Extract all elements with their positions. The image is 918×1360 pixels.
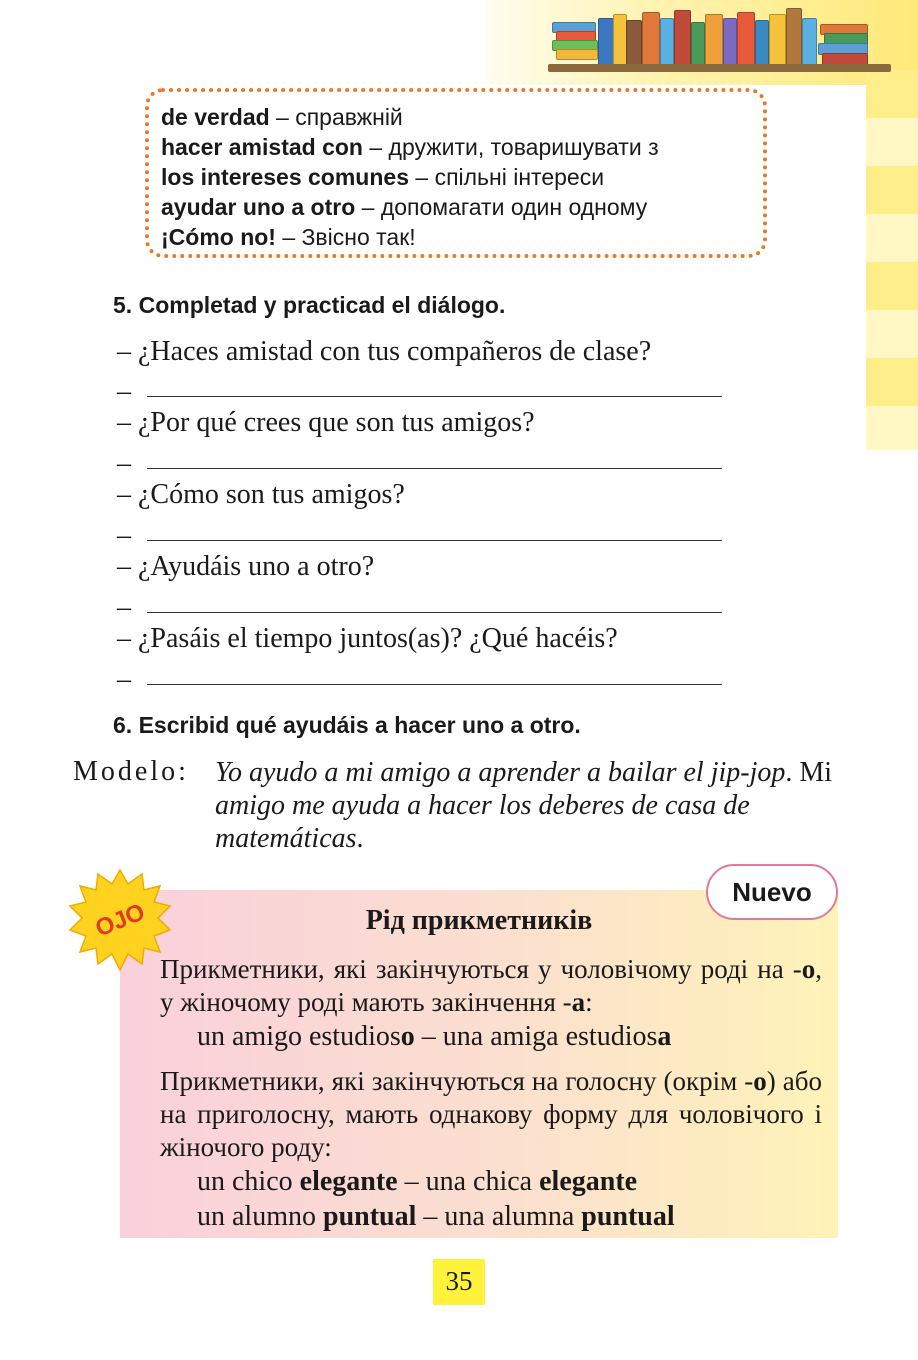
dialogue-question: – ¿Por qué crees que son tus amigos?: [117, 407, 535, 438]
answer-line[interactable]: –: [117, 664, 131, 696]
answer-line[interactable]: –: [117, 592, 131, 624]
modelo-label: Modelo:: [73, 756, 189, 787]
task-5-heading: 5. Completad y practicad el diálogo.: [113, 292, 506, 318]
task-6-heading: 6. Escribid qué ayudáis a hacer uno a otro.: [113, 712, 581, 738]
nuevo-badge: Nuevo: [706, 864, 838, 920]
vocab-item: hacer amistad con – дружити, товаришувати з: [161, 134, 659, 160]
grammar-example: un amigo estudioso – una amiga estudiosa: [197, 1021, 672, 1052]
shelf: [548, 64, 891, 72]
page-number: 35: [433, 1259, 485, 1305]
grammar-example: un alumno puntual – una alumna puntual: [197, 1201, 675, 1232]
vocab-item: de verdad – справжній: [161, 104, 403, 130]
grammar-title: Рід прикметників: [365, 905, 593, 936]
answer-line[interactable]: –: [117, 520, 131, 552]
dialogue-question: – ¿Cómo son tus amigos?: [117, 479, 405, 510]
dialogue-question: – ¿Haces amistad con tus compañeros de clase?: [117, 336, 652, 367]
vocab-item: ayudar uno a otro – допомагати один одному: [161, 194, 648, 220]
grammar-rule-2: Прикметники, які закінчуються на голосну (окрім -о) або на приголосну, мають однакову форму для чоловічого і жіночого роду:: [160, 1066, 822, 1162]
vocab-item: los intereses comunes – спільні інтереси: [161, 164, 605, 190]
ojo-label: OJO: [91, 898, 149, 943]
vocab-item: ¡Cómo no! – Звісно так!: [161, 224, 416, 250]
grammar-example: un chico elegante – una chica elegante: [197, 1166, 638, 1197]
modelo-example: Yo ayudo a mi amigo a aprender a bailar el jip-jop. Mi amigo me ayuda a hacer los deberes de casa de matemáticas.: [215, 757, 833, 854]
yellow-stripe-column: [866, 70, 918, 450]
dialogue-question: – ¿Ayudáis uno a otro?: [117, 551, 375, 582]
dialogue-question: – ¿Pasáis el tiempo juntos(as)? ¿Qué hacéis?: [117, 623, 618, 654]
grammar-rule-1: Прикметники, які закінчуються у чоловічому роді на -о, у жіночому роді мають закінчення -а:: [160, 954, 822, 1017]
answer-line[interactable]: –: [117, 376, 131, 408]
vocabulary-box: [145, 88, 767, 258]
answer-line[interactable]: –: [117, 448, 131, 480]
